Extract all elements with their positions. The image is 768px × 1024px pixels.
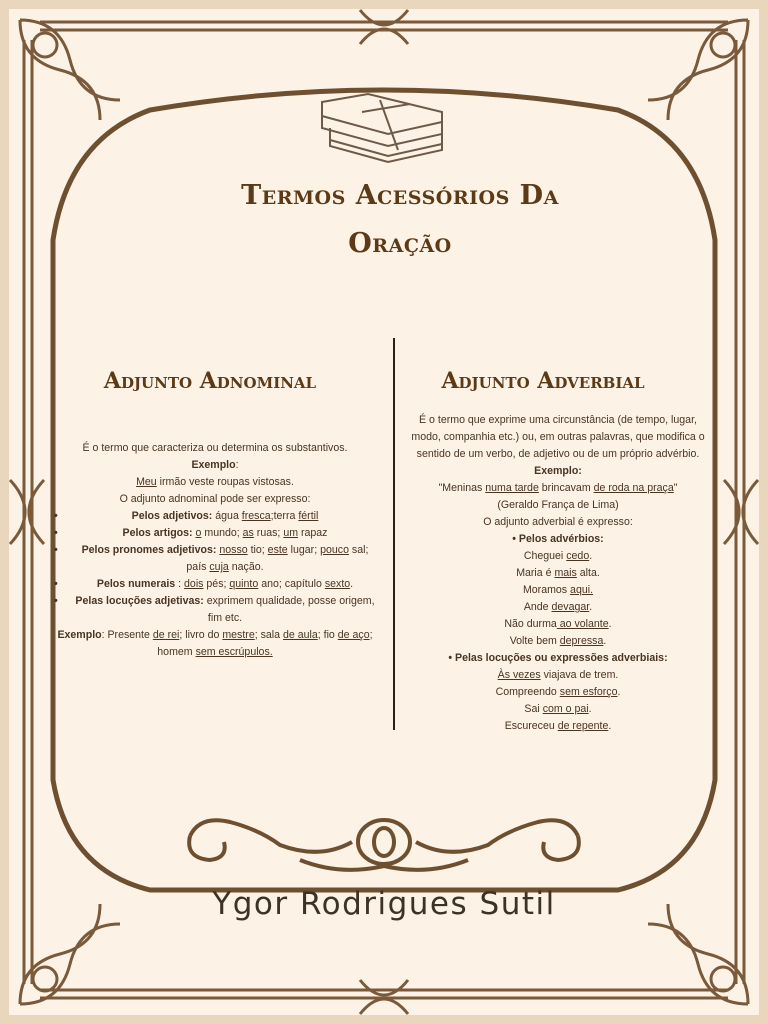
right-quote: "Meninas numa tarde brincavam de roda na praça" bbox=[438, 482, 678, 494]
list-item: Moramos aqui. bbox=[522, 584, 594, 596]
list-item: Cheguei cedo. bbox=[523, 550, 593, 562]
left-heading: Adjunto Adnominal bbox=[103, 368, 317, 394]
adverbs-label: • Pelos advérbios: bbox=[512, 533, 604, 545]
author-name: Ygor Rodrigues Sutil bbox=[212, 886, 556, 922]
right-intro: É o termo que exprime uma circunstância (de tempo, lugar, modo, companhia etc.) ou, em outras palavras, que modifica o sentido de um verbo, de adjetivo ou de um próprio advérbio. bbox=[411, 414, 705, 460]
left-intro: É o termo que caracteriza ou determina os substantivos. bbox=[82, 442, 348, 454]
right-example-label: Exemplo: bbox=[534, 465, 582, 477]
scroll-ornament-icon bbox=[189, 820, 579, 870]
list-item: Maria é mais alta. bbox=[516, 567, 600, 579]
right-column bbox=[408, 412, 708, 735]
list-item: • Pelos adjetivos: água fresca;terra fértil bbox=[54, 510, 319, 522]
list-item: Volte bem depressa. bbox=[509, 635, 607, 647]
left-example-2: Exemplo: Presente de rei; livro do mestre; sala de aula; fio de aço; homem sem escrúpulos. bbox=[57, 629, 373, 658]
page-title bbox=[150, 172, 650, 268]
list-item: • Pelos artigos: o mundo; as ruas; um rapaz bbox=[54, 527, 328, 539]
title-line-2: Oração bbox=[348, 228, 452, 259]
left-expressed: O adjunto adnominal pode ser expresso: bbox=[119, 493, 311, 505]
column-divider bbox=[393, 338, 395, 730]
list-item: Às vezes viajava de trem. bbox=[497, 669, 619, 681]
left-example-label: Exemplo: bbox=[191, 459, 239, 471]
list-item: Não durma ao volante. bbox=[504, 618, 612, 630]
right-quote-author: (Geraldo França de Lima) bbox=[497, 499, 619, 511]
right-heading: Adjunto Adverbial bbox=[441, 368, 645, 394]
list-item: • Pelas locuções adjetivas: exprimem qualidade, posse origem, fim etc. bbox=[54, 595, 375, 624]
right-expressed: O adjunto adverbial é expresso: bbox=[483, 516, 633, 528]
left-example: Meu irmão veste roupas vistosas. bbox=[136, 476, 294, 488]
list-item: • Pelos numerais : dois pés; quinto ano; capítulo sexto. bbox=[54, 578, 354, 590]
list-item: Ande devagar. bbox=[523, 601, 593, 613]
list-item: Escureceu de repente. bbox=[504, 720, 612, 732]
locutions-label: • Pelas locuções ou expressões adverbiais: bbox=[448, 652, 668, 664]
list-item: • Pelos pronomes adjetivos: nosso tio; este lugar; pouco sal; país cuja nação. bbox=[54, 544, 369, 573]
left-column bbox=[54, 440, 376, 661]
title-line-1: Termos Acessórios Da bbox=[241, 180, 559, 211]
list-item: Sai com o pai. bbox=[524, 703, 592, 715]
list-item: Compreendo sem esforço. bbox=[495, 686, 621, 698]
books-icon bbox=[322, 94, 442, 162]
